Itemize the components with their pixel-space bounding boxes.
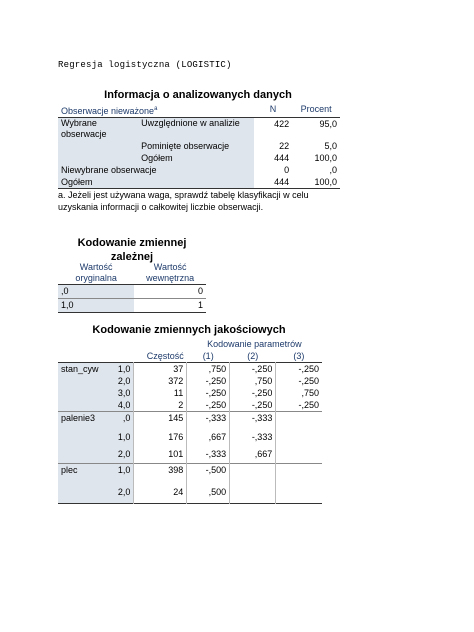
footnote-line: uzyskania informacji o całkowitej liczbie obserwacji. (58, 202, 264, 212)
cell-param-2: -,250 (230, 399, 276, 412)
cell-param-3: -,250 (276, 399, 322, 412)
cell-param-3: -,250 (276, 363, 322, 376)
cell-internal: 1 (197, 300, 203, 310)
cell-param-3 (276, 429, 322, 446)
col-observations-label: Obserwacje nieważone (61, 106, 155, 116)
cell-percent: 95,0 (319, 119, 337, 129)
col-percent-header: Procent (300, 104, 332, 114)
cell-param-1: -,333 (187, 446, 230, 464)
cell-param-2 (230, 481, 276, 504)
cell-param-3 (276, 412, 322, 430)
table3-header-row-2 (58, 350, 322, 363)
col-observations-header (58, 103, 254, 118)
table-row (58, 464, 322, 482)
cell-frequency: 24 (134, 481, 187, 504)
table3-header-row-1 (58, 338, 322, 350)
header-spacer (58, 350, 105, 363)
level-label: 2,0 (105, 481, 134, 504)
col-n-header: N (269, 104, 277, 114)
col-original-line: Wartość (79, 262, 113, 272)
row-sublabel: Ogółem (138, 152, 254, 164)
cell-param-1: ,500 (187, 481, 230, 504)
variable-label: palenie3 (58, 412, 105, 464)
cell-param-1: -,250 (187, 375, 230, 387)
row-label: Niewybrane obserwacje (58, 164, 254, 176)
table1-footnote (58, 189, 309, 213)
document-header: Regresja logistyczna (LOGISTIC) (58, 60, 232, 70)
dependent-coding-table (58, 262, 206, 313)
col-param-3-header: (3) (293, 351, 305, 361)
cell-n: 444 (274, 153, 290, 163)
table3-title: Kodowanie zmiennych jakościowych (92, 324, 286, 336)
cell-frequency: 398 (134, 464, 187, 482)
cell-percent: 100,0 (314, 177, 337, 187)
table2-header-row (58, 262, 206, 285)
cell-param-3 (276, 464, 322, 482)
cell-frequency: 145 (134, 412, 187, 430)
cell-param-3: ,750 (276, 387, 322, 399)
col-original-header (58, 262, 134, 285)
cell-percent: ,0 (329, 165, 337, 175)
level-label: 3,0 (105, 387, 134, 399)
cell-param-2: -,333 (230, 429, 276, 446)
level-label: 1,0 (105, 464, 134, 482)
cell-param-2: -,333 (230, 412, 276, 430)
header-spacer (105, 350, 134, 363)
cell-n: 22 (279, 141, 290, 151)
col-frequency-header: Częstość (146, 351, 184, 361)
cell-param-2: -,250 (230, 387, 276, 399)
cell-param-2: ,750 (230, 375, 276, 387)
cell-frequency: 101 (134, 446, 187, 464)
case-processing-table (58, 103, 340, 189)
cell-param-3: -,250 (276, 375, 322, 387)
col-param-2-header: (2) (247, 351, 259, 361)
cell-percent: 5,0 (324, 141, 337, 151)
cell-n: 0 (284, 165, 290, 175)
cell-frequency: 2 (134, 399, 187, 412)
table1-title: Informacja o analizowanych danych (104, 89, 292, 101)
cell-param-3 (276, 481, 322, 504)
cell-param-2 (230, 464, 276, 482)
level-label: 2,0 (105, 375, 134, 387)
table-row (58, 299, 206, 313)
cell-frequency: 372 (134, 375, 187, 387)
cell-internal: 0 (197, 286, 203, 296)
table2-title (58, 236, 206, 264)
header-spacer (58, 338, 187, 350)
col-original-line: oryginalna (75, 273, 117, 283)
col-internal-header (134, 262, 206, 285)
cell-percent: 100,0 (314, 153, 337, 163)
col-internal-line: wewnętrzna (146, 273, 195, 283)
col-internal-line: Wartość (153, 262, 187, 272)
level-label: 1,0 (105, 363, 134, 376)
cell-n: 422 (274, 119, 290, 129)
row-sublabel: Pominięte obserwacje (138, 140, 254, 152)
cell-param-1: ,750 (187, 363, 230, 376)
level-label: 1,0 (105, 429, 134, 446)
cell-frequency: 11 (134, 387, 187, 399)
variable-label: plec (58, 464, 105, 504)
table2-title-line: Kodowanie zmiennej (77, 237, 187, 249)
cell-param-1: -,500 (187, 464, 230, 482)
table-row (58, 285, 206, 299)
level-label: 4,0 (105, 399, 134, 412)
row-group-label: Wybrane obserwacje (58, 118, 138, 165)
cell-frequency: 176 (134, 429, 187, 446)
cell-param-1: ,667 (187, 429, 230, 446)
cell-param-1: -,250 (187, 387, 230, 399)
footnote-marker: a (154, 106, 158, 112)
table-row (58, 164, 340, 176)
cell-param-3 (276, 446, 322, 464)
level-label: ,0 (105, 412, 134, 430)
footnote-line: a. Jeżeli jest używana waga, sprawdź tabelę klasyfikacji w celu (58, 190, 309, 200)
cell-original: ,0 (58, 285, 134, 299)
table-row (58, 118, 340, 141)
cell-n: 444 (274, 177, 290, 187)
cell-original: 1,0 (58, 299, 134, 313)
table1-header-row (58, 103, 340, 118)
level-label: 2,0 (105, 446, 134, 464)
table-row (58, 363, 322, 376)
cell-param-2: -,250 (230, 363, 276, 376)
categorical-coding-table (58, 338, 322, 504)
param-coding-header: Kodowanie parametrów (207, 339, 302, 349)
cell-param-2: ,667 (230, 446, 276, 464)
cell-frequency: 37 (134, 363, 187, 376)
table-row (58, 176, 340, 189)
row-sublabel: Uwzględnione w analizie (138, 118, 254, 141)
row-label: Ogółem (58, 176, 254, 189)
table-row (58, 412, 322, 430)
table2-title-line: zależnej (110, 251, 154, 263)
cell-param-1: -,250 (187, 399, 230, 412)
variable-label: stan_cyw (58, 363, 105, 412)
col-param-1-header: (1) (202, 351, 214, 361)
cell-param-1: -,333 (187, 412, 230, 430)
